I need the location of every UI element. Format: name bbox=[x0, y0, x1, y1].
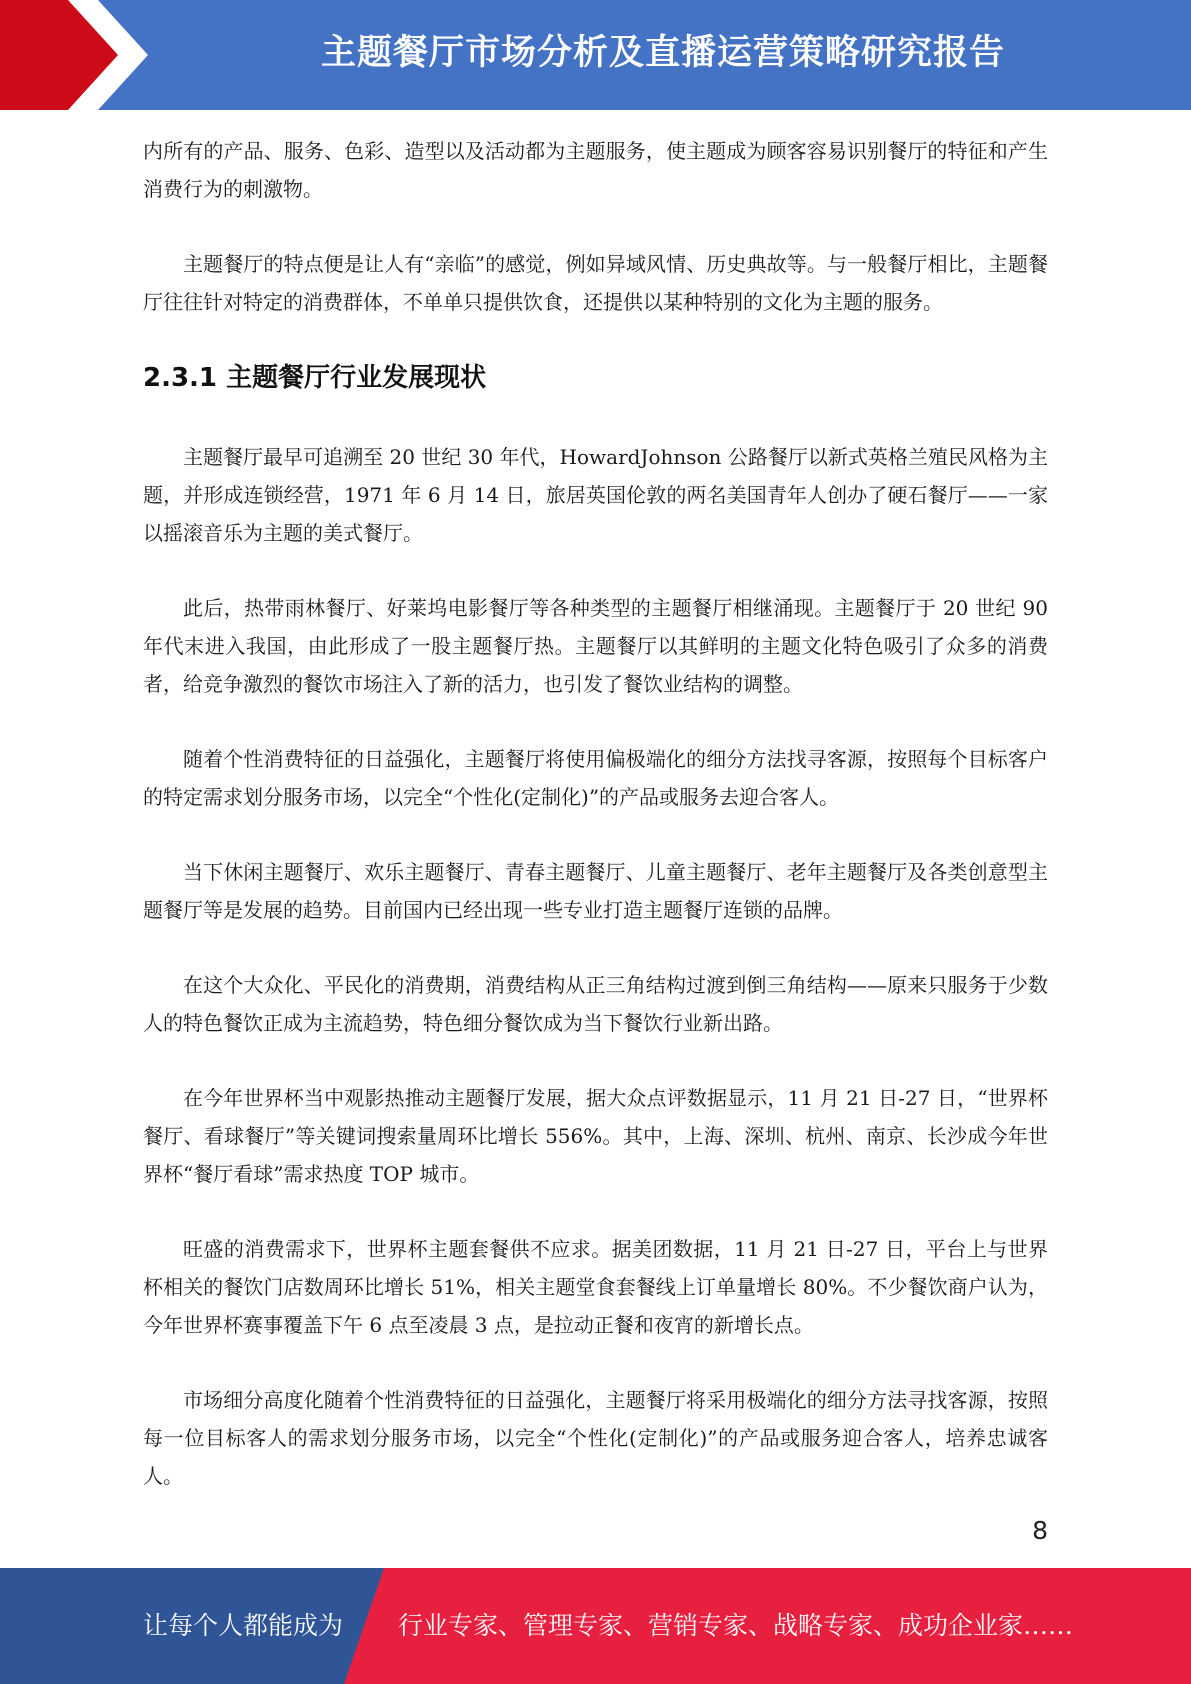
paragraph: 市场细分高度化随着个性消费特征的日益强化，主题餐厅将采用极端化的细分方法寻找客源，按照每一位目标客人的需求划分服务市场，以完全“个性化(定制化)”的产品或服务迎合客人，培养忠诚客人。 bbox=[143, 1388, 1048, 1488]
paragraph: 在这个大众化、平民化的消费期，消费结构从正三角结构过渡到倒三角结构——原来只服务于少数人的特色餐饮正成为主流趋势，特色细分餐饮成为当下餐饮行业新出路。 bbox=[143, 973, 1048, 1035]
paragraph: 当下休闲主题餐厅、欢乐主题餐厅、青春主题餐厅、儿童主题餐厅、老年主题餐厅及各类创意型主题餐厅等是发展的趋势。目前国内已经出现一些专业打造主题餐厅连锁的品牌。 bbox=[143, 860, 1048, 922]
paragraph: 在今年世界杯当中观影热推动主题餐厅发展，据大众点评数据显示，11 月 21 日-27 日，“世界杯餐厅、看球餐厅”等关键词搜索量周环比增长 556%。其中，上海、深圳、杭州、南京、长沙成今年世界杯“餐厅看球”需求热度 TOP 城市。 bbox=[143, 1086, 1048, 1186]
paragraph: 主题餐厅最早可追溯至 20 世纪 30 年代，HowardJohnson 公路餐厅以新式英格兰殖民风格为主题，并形成连锁经营，1971 年 6 月 14 日，旅居英国伦敦的两名美国青年人创办了硬石餐厅——一家以摇滚音乐为主题的美式餐厅。 bbox=[143, 445, 1048, 545]
paragraph: 主题餐厅的特点便是让人有“亲临”的感觉，例如异域风情、历史典故等。与一般餐厅相比，主题餐厅往往针对特定的消费群体，不单单只提供饮食，还提供以某种特别的文化为主题的服务。 bbox=[143, 252, 1048, 314]
page-footer bbox=[0, 1568, 1191, 1684]
footer-slogan-left: 让每个人都能成为 bbox=[143, 1611, 344, 1640]
red-chevron-decoration bbox=[0, 0, 160, 110]
paragraph: 随着个性消费特征的日益强化，主题餐厅将使用偏极端化的细分方法找寻客源，按照每个目标客户的特定需求划分服务市场，以完全“个性化(定制化)”的产品或服务去迎合客人。 bbox=[143, 747, 1048, 809]
document-body bbox=[143, 132, 1048, 1532]
page-number: 8 bbox=[1032, 1516, 1048, 1545]
paragraph: 旺盛的消费需求下，世界杯主题套餐供不应求。据美团数据，11 月 21 日-27 日，平台上与世界杯相关的餐饮门店数周环比增长 51%，相关主题堂食套餐线上订单量增长 80%。不少餐饮商户认为，今年世界杯赛事覆盖下午 6 点至凌晨 3 点，是拉动正餐和夜宵的新增长点。 bbox=[143, 1237, 1048, 1337]
paragraph-continued: 内所有的产品、服务、色彩、造型以及活动都为主题服务，使主题成为顾客容易识别餐厅的特征和产生消费行为的刺激物。 bbox=[143, 139, 1048, 201]
footer-slogan-right: 行业专家、管理专家、营销专家、战略专家、成功企业家…… bbox=[398, 1611, 1074, 1640]
section-heading: 2.3.1 主题餐厅行业发展现状 bbox=[143, 363, 487, 393]
page-header bbox=[0, 0, 1191, 110]
paragraph: 此后，热带雨林餐厅、好莱坞电影餐厅等各种类型的主题餐厅相继涌现。主题餐厅于 20 世纪 90 年代末进入我国，由此形成了一股主题餐厅热。主题餐厅以其鲜明的主题文化特色吸引了众多的消费者，给竞争激烈的餐饮市场注入了新的活力，也引发了餐饮业结构的调整。 bbox=[143, 596, 1048, 696]
report-title: 主题餐厅市场分析及直播运营策略研究报告 bbox=[320, 33, 1005, 73]
